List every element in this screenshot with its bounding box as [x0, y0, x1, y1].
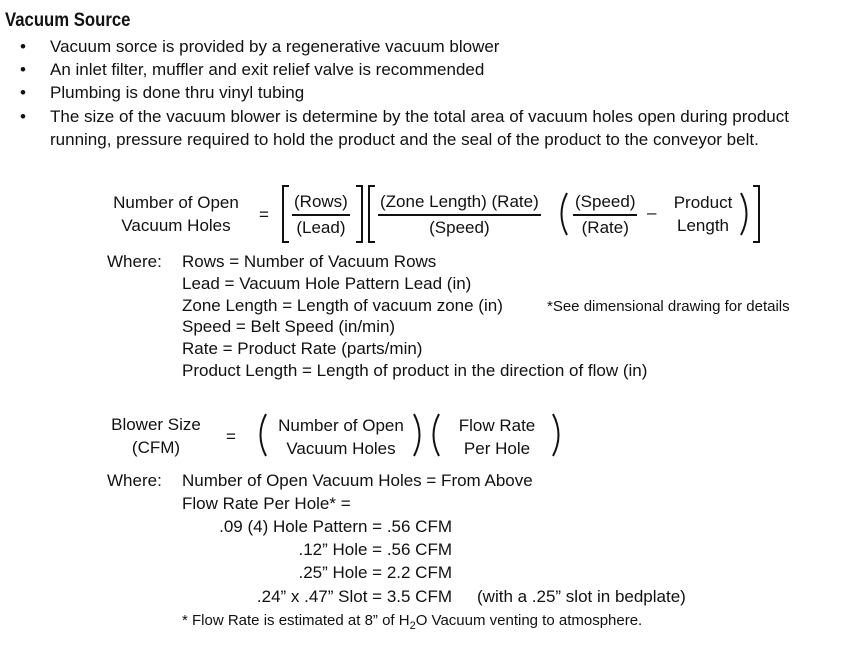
left-parenthesis [261, 414, 267, 456]
fraction-speed-rate [573, 192, 637, 238]
left-parenthesis [562, 193, 568, 235]
product-length-term [664, 191, 742, 237]
flow-rate-entry: .25” Hole = 2.2 CFM [298, 563, 452, 582]
formula-lhs-line1: Number of Open [113, 193, 239, 212]
bullet-item: An inlet filter, muffler and exit relief valve is recommended [50, 60, 485, 79]
definition-line: Number of Open Vacuum Holes = From Above [182, 471, 533, 490]
footnote-text: * Flow Rate is estimated at 8” of H [182, 612, 410, 629]
slot-note: (with a .25” slot in bedplate) [477, 587, 686, 606]
right-parenthesis [414, 414, 420, 456]
equals-sign: = [259, 205, 269, 224]
footnote-subscript: 2 [409, 620, 416, 632]
definition-line: Rate = Product Rate (parts/min) [182, 339, 423, 358]
definition-line: Zone Length = Length of vacuum zone (in) [182, 296, 503, 315]
fraction-numerator: (Rows) [294, 192, 348, 211]
bullet-symbol: • [20, 60, 26, 79]
fraction-rows-lead [292, 192, 350, 238]
flow-rate-line2: Per Hole [463, 439, 531, 458]
fraction-denominator: (Speed) [429, 217, 490, 237]
right-square-bracket [356, 186, 362, 242]
formula-lhs-line1: Blower Size [111, 415, 201, 434]
bullet-item: Vacuum sorce is provided by a regenerative vacuum blower [50, 37, 500, 56]
flow-rate-entry: .09 (4) Hole Pattern = .56 CFM [219, 517, 452, 536]
bullet-symbol: • [20, 37, 26, 56]
definition-line: Flow Rate Per Hole* = [182, 494, 351, 513]
bullet-item-continuation: running, pressure required to hold the product and the seal of the product to the conveyor belt. [50, 130, 759, 149]
definition-line: Rows = Number of Vacuum Rows [182, 252, 437, 271]
fraction-numerator: (Zone Length) (Rate) [380, 192, 539, 211]
minus-sign: – [647, 203, 657, 222]
footnote [182, 612, 642, 632]
open-holes-line1: Number of Open [278, 416, 404, 435]
footnote-text: O Vacuum venting to atmosphere. [415, 612, 643, 629]
open-holes-line2: Vacuum Holes [286, 439, 396, 458]
open-holes-term [270, 414, 412, 460]
formula-lhs-line2: (CFM) [131, 438, 181, 457]
where-label: Where: [107, 471, 162, 490]
product-length-line1: Product [673, 193, 733, 212]
bullet-symbol: • [20, 83, 26, 102]
bullet-symbol: • [20, 107, 26, 126]
right-parenthesis [553, 414, 559, 456]
bullet-item: Plumbing is done thru vinyl tubing [50, 83, 305, 102]
equals-sign: = [226, 427, 236, 446]
definition-line: Product Length = Length of product in the direction of flow (in) [182, 361, 648, 380]
bullet-item: The size of the vacuum blower is determine by the total area of vacuum holes open during product [50, 107, 789, 126]
definition-line: Lead = Vacuum Hole Pattern Lead (in) [182, 274, 472, 293]
dimensional-drawing-note: *See dimensional drawing for details [547, 298, 790, 315]
flow-rate-entry: .12” Hole = .56 CFM [298, 540, 452, 559]
formula-lhs-line2: Vacuum Holes [121, 216, 231, 235]
product-length-line2: Length [677, 216, 729, 235]
formula-lhs [104, 413, 208, 459]
fraction-zone-speed [378, 192, 541, 238]
where-label: Where: [107, 252, 162, 271]
right-square-bracket [753, 186, 759, 242]
fraction-denominator: (Rate) [581, 217, 629, 237]
flow-rate-entry: .24” x .47” Slot = 3.5 CFM [256, 587, 452, 606]
left-square-bracket [369, 186, 375, 242]
flow-rate-term [444, 414, 550, 460]
fraction-denominator: (Lead) [296, 217, 346, 237]
left-square-bracket [283, 186, 289, 242]
fraction-numerator: (Speed) [575, 192, 636, 211]
left-parenthesis [434, 414, 440, 456]
definition-line: Speed = Belt Speed (in/min) [182, 317, 396, 336]
page-title: Vacuum Source [5, 10, 131, 31]
formula-lhs [104, 191, 248, 237]
flow-rate-line1: Flow Rate [458, 416, 536, 435]
